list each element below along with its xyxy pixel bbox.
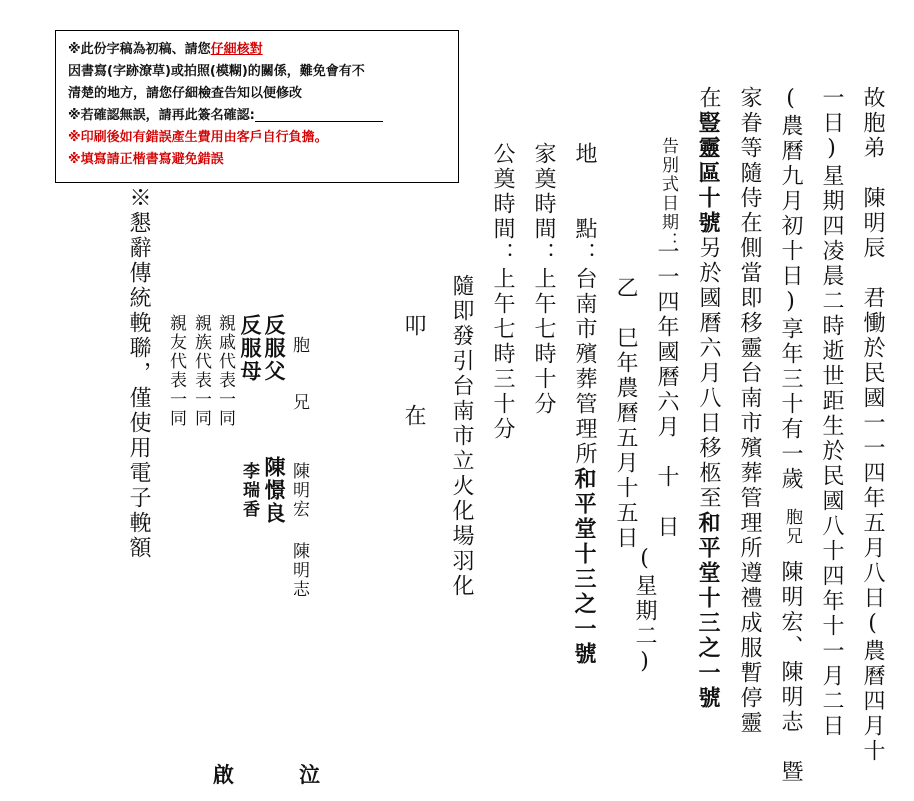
obituary-col-5-a: 在 [696, 86, 721, 111]
mother-label: 反服母 [238, 314, 263, 383]
relatives-rep: 親戚代表一同 [215, 314, 235, 428]
decline-elegy-note: ※懇辭傳統輓聯，僅使用電子輓額 [126, 186, 151, 561]
notice-emphasis: 仔細核對 [210, 42, 263, 57]
obituary-col-4: 家眷等隨侍在側當即移靈台南市殯葬管理所遵禮成服暫停靈 [737, 86, 762, 736]
closing-announce: 啟 [213, 762, 236, 787]
obituary-col-3-b: 胞兄 [782, 508, 802, 546]
notice-line-3: 清楚的地方，請您仔細檢查告知以便修改 [68, 86, 303, 101]
obituary-col-5-d: 和平堂十三之一號 [695, 511, 721, 711]
family-rites-time: 家奠時間：上午七時十分 [531, 142, 556, 417]
obituary-col-5 [697, 86, 719, 711]
location-text: 地 點：台南市殯葬管理所 [572, 142, 597, 467]
weekday: (星期二) [632, 546, 657, 677]
closing-weep: 泣 [299, 762, 322, 787]
notice-signature-label: ※若確認無誤，請再此簽名確認: [68, 108, 255, 123]
obituary-col-2: 一日)星期四凌晨二時逝世距生於民國八十四年十一月二日 [819, 86, 844, 739]
public-rites-time: 公奠時間：上午七時三十分 [490, 142, 515, 442]
notice-line-6: ※填寫請正楷書寫避免錯誤 [68, 152, 224, 167]
lunar-date: 乙 巳年農曆五月十五日 [613, 276, 638, 551]
koo-zai: 叩 在 [401, 314, 426, 434]
brother-name-1: 陳明宏 [289, 462, 309, 519]
brother-name-2: 陳明志 [289, 542, 309, 599]
signature-field[interactable] [255, 109, 383, 122]
notice-line-2: 因書寫(字跡潦草)或拍照(模糊)的關係，難免會有不 [68, 64, 365, 79]
friends-rep: 親友代表一同 [166, 314, 186, 428]
obituary-col-3 [779, 86, 801, 492]
father-name: 陳憬良 [262, 456, 287, 525]
clan-rep: 親族代表一同 [191, 314, 211, 428]
brother-label: 胞 兄 [289, 336, 309, 412]
notice-line-5: ※印刷後如有錯誤產生費用由客戶自行負擔。 [68, 130, 328, 145]
notice-line-1-text: ※此份字稿為初稿、請您 [68, 42, 211, 57]
obituary-col-1: 故胞弟 陳明辰 君慟於民國一一四年五月八日(農曆四月十 [860, 86, 885, 764]
obituary-col-5-c: 另於國曆六月八日移柩至 [696, 236, 721, 511]
obituary-col-5-b: 豎靈區十號 [695, 111, 721, 236]
proof-notice-box [55, 30, 459, 183]
funeral-date-value: 一一四年國曆六月 十 日 [654, 240, 679, 540]
obituary-col-3-a: (農曆九月初十日)享年三十有一歲 [778, 86, 803, 492]
obituary-col-3-c: 陳明宏、陳明志 暨 [778, 560, 803, 785]
location [573, 142, 595, 667]
notice-line-1 [68, 39, 448, 61]
procession: 隨即發引台南市立火化場羽化 [449, 274, 474, 599]
notice-line-4 [68, 105, 448, 127]
father-label: 反服父 [262, 314, 287, 383]
funeral-date-label: 告別式日期： [658, 137, 678, 251]
location-hall: 和平堂十三之一號 [571, 467, 597, 667]
mother-name: 李瑞香 [239, 462, 259, 519]
